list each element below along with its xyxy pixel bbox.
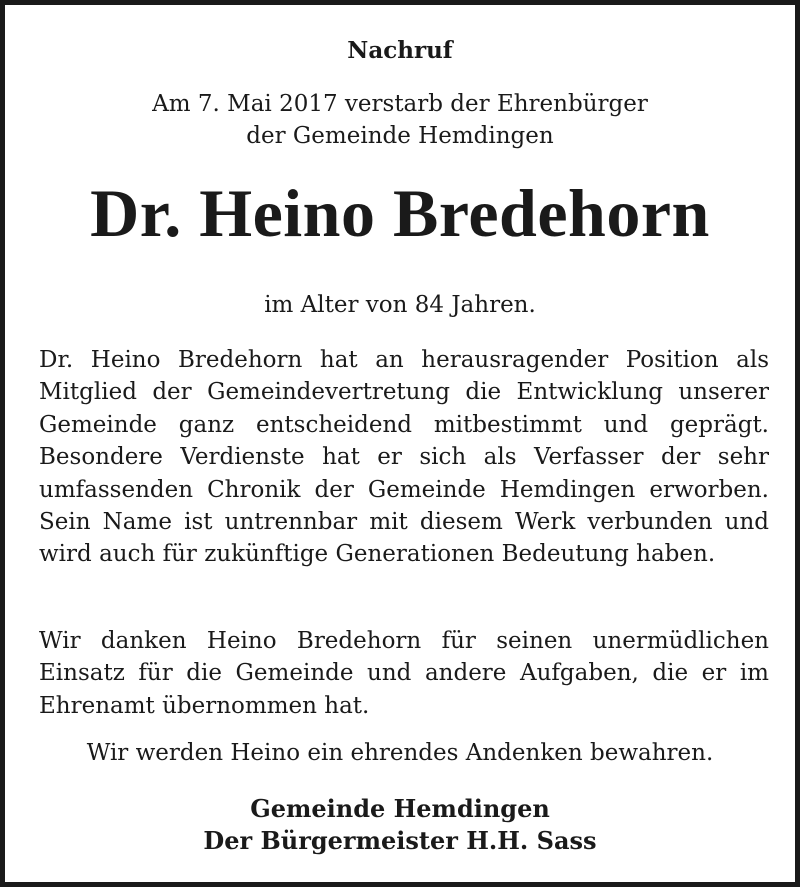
- deceased-name: Dr. Heino Bredehorn: [90, 175, 710, 251]
- signature-line-1: Gemeinde Hemdingen: [250, 794, 550, 823]
- notice-heading: Nachruf: [347, 37, 453, 64]
- tribute-paragraph-1: Dr. Heino Bredehorn hat an herausragender Position als Mitglied der Gemeindevertretung die Entwicklung unserer Gemeinde ganz entscheidend mitbestimmt und geprägt. Besondere Verdienste hat er sich als Verfasser der sehr umfassenden Chronik der Gemeinde Hemdingen erworben. Sein Name ist untrennbar mit diesem Werk verbunden und wird auch für zukünftige Generationen Bedeutung haben.: [39, 347, 769, 568]
- intro-text: [5, 88, 795, 152]
- signature-block: [5, 793, 795, 857]
- signature-line-2: Der Bürgermeister H.H. Sass: [203, 826, 597, 855]
- closing-line: Wir werden Heino ein ehrendes Andenken bewahren.: [86, 740, 714, 766]
- age-line: im Alter von 84 Jahren.: [264, 292, 536, 318]
- tribute-paragraph-2: Wir danken Heino Bredehorn für seinen unermüdlichen Einsatz für die Gemeinde und andere Aufgaben, die er im Ehrenamt übernommen hat.: [39, 628, 769, 719]
- intro-line-2: der Gemeinde Hemdingen: [246, 123, 554, 149]
- intro-line-1: Am 7. Mai 2017 verstarb der Ehrenbürger: [152, 91, 648, 117]
